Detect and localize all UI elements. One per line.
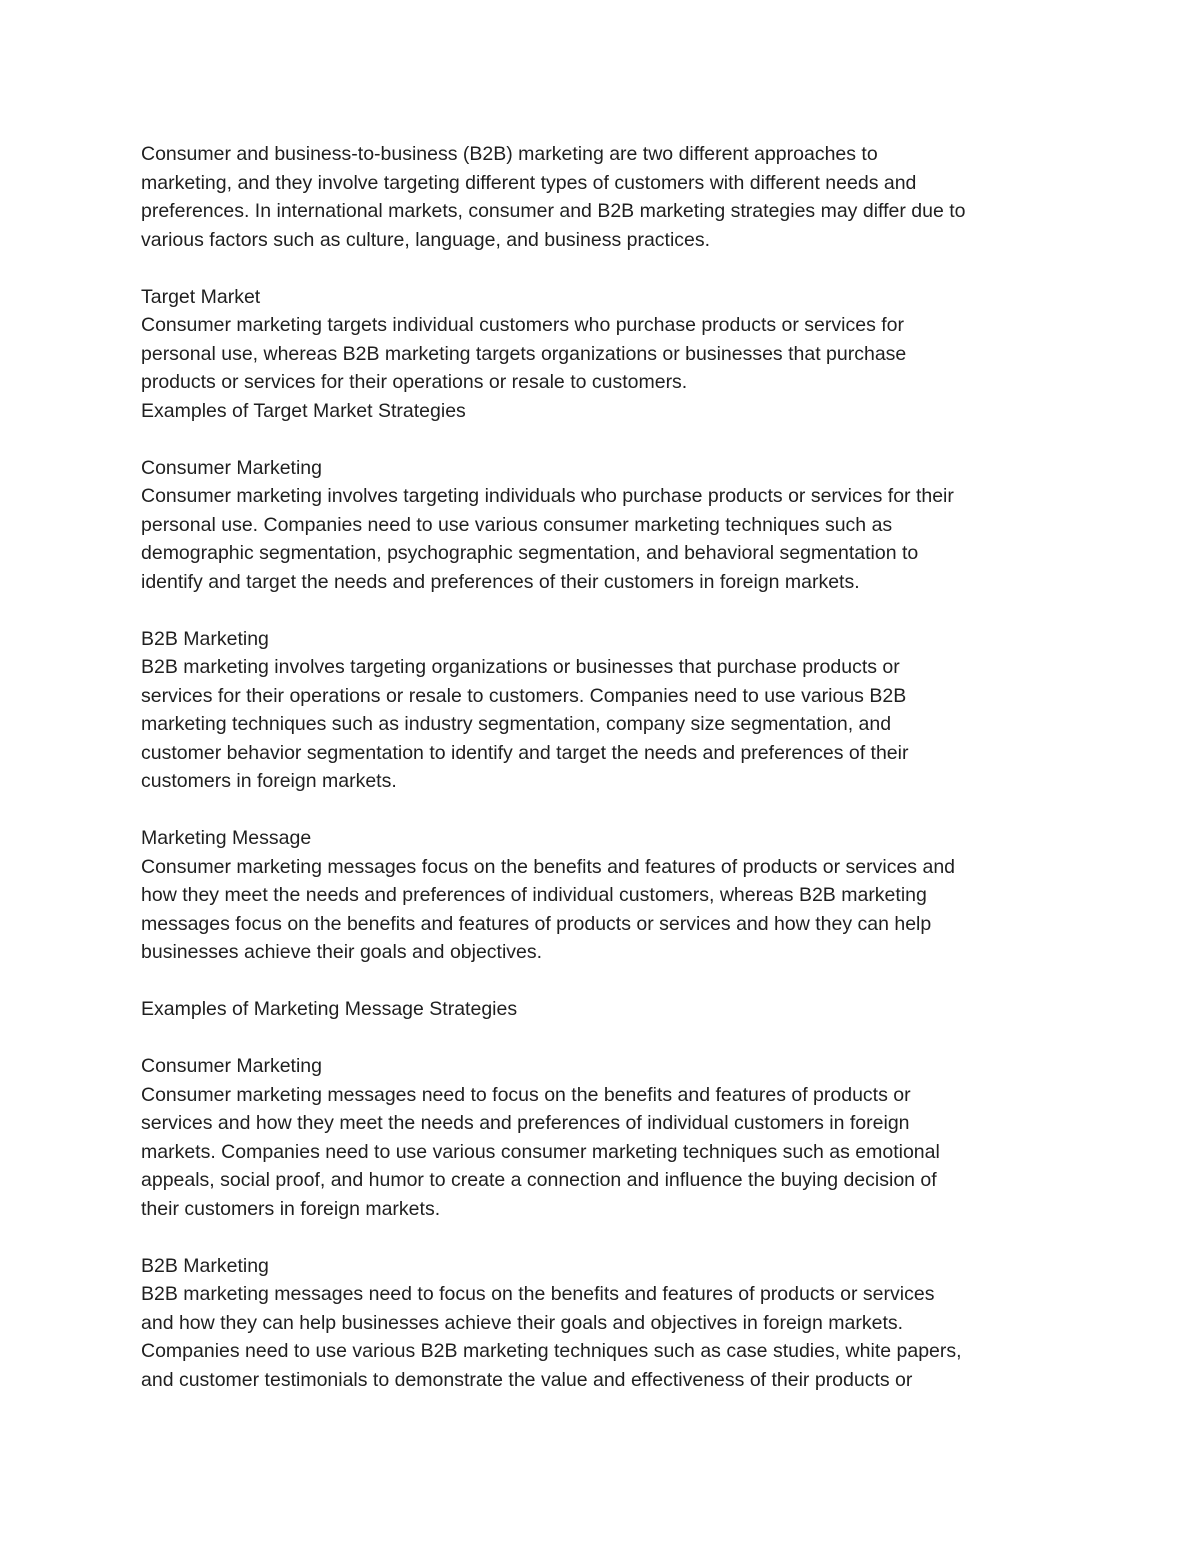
text-line: B2B marketing involves targeting organizations or businesses that purchase products or xyxy=(141,656,900,678)
section-heading: Marketing Message xyxy=(141,827,312,849)
paragraph-gap xyxy=(141,1223,1066,1252)
text-line: their customers in foreign markets. xyxy=(141,1197,441,1220)
text-line: marketing techniques such as industry segmentation, company size segmentation, and xyxy=(141,713,892,735)
message-consumer-section xyxy=(141,1052,1066,1223)
text-line: customer behavior segmentation to identify and target the needs and preferences of their xyxy=(141,741,909,764)
paragraph-gap xyxy=(141,596,1066,625)
text-line: personal use. Companies need to use various consumer marketing techniques such as xyxy=(141,513,893,536)
text-line: B2B marketing messages need to focus on the benefits and features of products or services xyxy=(141,1283,935,1305)
document-body xyxy=(141,140,1066,1394)
marketing-message-section xyxy=(141,824,1066,967)
section-heading: Examples of Marketing Message Strategies xyxy=(141,998,518,1020)
text-line: personal use, whereas B2B marketing targets organizations or businesses that purchase xyxy=(141,342,907,365)
text-line: services for their operations or resale to customers. Companies need to use various B2B xyxy=(141,684,907,707)
text-line: demographic segmentation, psychographic segmentation, and behavioral segmentation to xyxy=(141,542,919,564)
paragraph-gap xyxy=(141,254,1066,283)
text-line: messages focus on the benefits and features of products or services and how they can help xyxy=(141,912,932,935)
paragraph-gap xyxy=(141,967,1066,996)
text-line: identify and target the needs and preferences of their customers in foreign markets. xyxy=(141,570,860,593)
text-line: customers in foreign markets. xyxy=(141,770,397,792)
text-line: products or services for their operations or resale to customers. xyxy=(141,371,688,393)
text-line: appeals, social proof, and humor to create a connection and influence the buying decision of xyxy=(141,1169,937,1191)
section-heading: Examples of Target Market Strategies xyxy=(141,399,466,422)
message-b2b-section xyxy=(141,1252,1066,1395)
intro-paragraph xyxy=(141,140,1066,254)
text-line: services and how they meet the needs and preferences of individual customers in foreign xyxy=(141,1112,910,1134)
text-line: preferences. In international markets, consumer and B2B marketing strategies may differ due to xyxy=(141,200,966,222)
paragraph-gap xyxy=(141,425,1066,454)
text-line: how they meet the needs and preferences of individual customers, whereas B2B marketing xyxy=(141,884,927,906)
text-line: marketing, and they involve targeting different types of customers with different needs and xyxy=(141,171,917,194)
section-heading: B2B Marketing xyxy=(141,627,269,650)
target-b2b-section xyxy=(141,625,1066,796)
section-heading: Target Market xyxy=(141,285,261,308)
text-line: Consumer and business-to-business (B2B) marketing are two different approaches to xyxy=(141,143,878,165)
text-line: Consumer marketing targets individual customers who purchase products or services for xyxy=(141,314,904,336)
paragraph-gap xyxy=(141,1024,1066,1053)
text-line: Consumer marketing messages focus on the benefits and features of products or services and xyxy=(141,855,956,878)
text-line: and how they can help businesses achieve their goals and objectives in foreign markets. xyxy=(141,1311,904,1334)
text-line: Consumer marketing involves targeting individuals who purchase products or services for their xyxy=(141,485,954,507)
target-market-section xyxy=(141,283,1066,426)
section-heading: B2B Marketing xyxy=(141,1254,269,1277)
text-line: Consumer marketing messages need to focus on the benefits and features of products or xyxy=(141,1083,911,1106)
text-line: various factors such as culture, language, and business practices. xyxy=(141,228,711,251)
text-line: and customer testimonials to demonstrate the value and effectiveness of their products or xyxy=(141,1368,913,1391)
text-line: markets. Companies need to use various consumer marketing techniques such as emotional xyxy=(141,1140,940,1163)
text-line: businesses achieve their goals and objectives. xyxy=(141,941,543,963)
target-consumer-section xyxy=(141,454,1066,597)
section-heading: Consumer Marketing xyxy=(141,456,322,479)
text-line: Companies need to use various B2B marketing techniques such as case studies, white papers, xyxy=(141,1340,962,1362)
section-heading: Consumer Marketing xyxy=(141,1055,322,1077)
paragraph-gap xyxy=(141,796,1066,825)
